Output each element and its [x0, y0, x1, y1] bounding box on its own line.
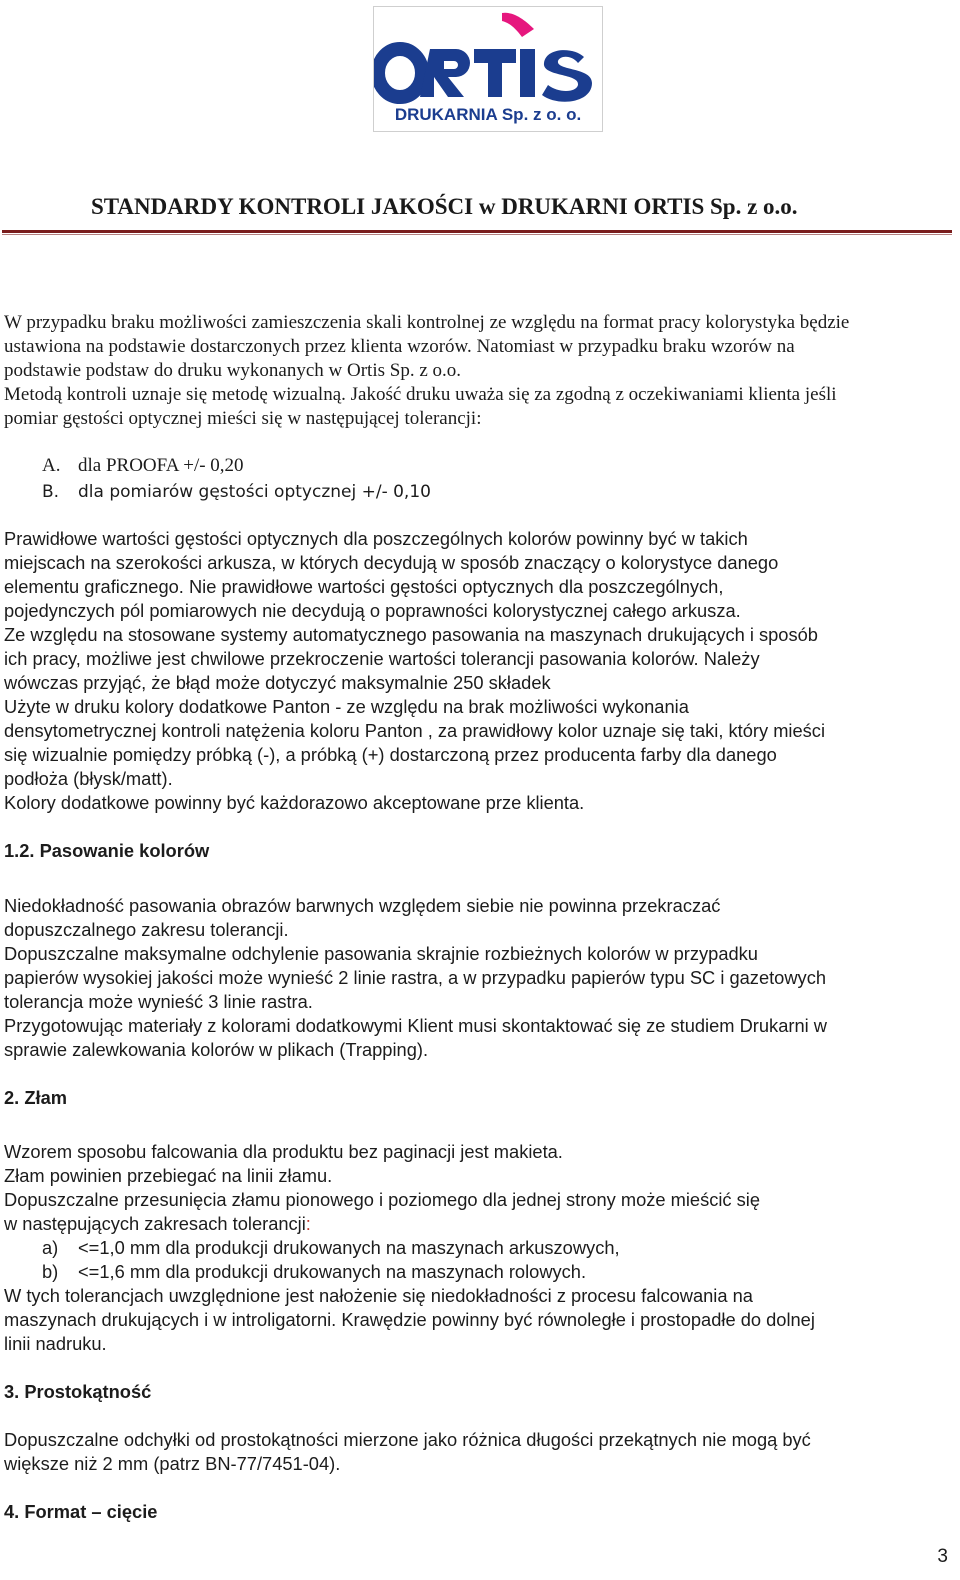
- list-letter: A.: [42, 455, 61, 476]
- intro-line: ustawiona na podstawie dostarczonych przez klienta wzorów. Natomiast w przypadku braku wzorów na: [4, 336, 795, 357]
- paragraph-line: tolerancja może wynieść 3 linie rastra.: [4, 991, 313, 1012]
- paragraph-line: większe niż 2 mm (patrz BN-77/7451-04).: [4, 1453, 341, 1474]
- paragraph-line: Wzorem sposobu falcowania dla produktu bez paginacji jest makieta.: [4, 1141, 563, 1162]
- paragraph-line: dopuszczalnego zakresu tolerancji.: [4, 919, 289, 940]
- fold-paragraph-after: [4, 1284, 815, 1356]
- list-text: dla pomiarów gęstości optycznej +/- 0,10: [78, 482, 431, 502]
- paragraph-line: Użyte w druku kolory dodatkowe Panton - ze względu na brak możliwości wykonania: [4, 696, 689, 717]
- paragraph-line: wówczas przyjąć, że błąd może dotyczyć maksymalnie 250 składek: [4, 672, 551, 693]
- intro-line: Metodą kontroli uznaje się metodę wizualną. Jakość druku uważa się za zgodną z oczekiwaniami klienta jeśli: [4, 384, 837, 405]
- paragraph-line: Przygotowując materiały z kolorami dodatkowymi Klient musi skontaktować się ze studiem Drukarni w: [4, 1015, 827, 1036]
- header-rule-thin: [2, 234, 952, 235]
- page-number: 3: [937, 1546, 948, 1567]
- intro-line: W przypadku braku możliwości zamieszczenia skali kontrolnej ze względu na format pracy kolorystyka będzie: [4, 312, 850, 333]
- fold-tolerance-list: [42, 1236, 620, 1284]
- paragraph-line: Kolory dodatkowe powinny być każdorazowo akceptowane prze klienta.: [4, 792, 585, 813]
- density-paragraph: [4, 527, 825, 815]
- paragraph-line: Dopuszczalne przesunięcia złamu pionowego i poziomego dla jednej strony może mieścić się: [4, 1189, 761, 1210]
- paragraph-line: Dopuszczalne odchyłki od prostokątności mierzone jako różnica długości przekątnych nie mogą być: [4, 1429, 811, 1450]
- paragraph-line: [4, 1212, 760, 1236]
- list-letter: b): [42, 1261, 59, 1282]
- paragraph-line: Ze względu na stosowane systemy automatycznego pasowania na maszynach drukujących i sposób: [4, 624, 818, 645]
- paragraph-line: elementu graficznego. Nie prawidłowe wartości gęstości optycznych dla poszczególnych,: [4, 576, 724, 597]
- paragraph-line: podłoża (błysk/matt).: [4, 768, 173, 789]
- intro-paragraph: [4, 311, 849, 431]
- paragraph-line: miejscach na szerokości arkusza, w których decydują w sposób znaczący o kolorystyce danego: [4, 552, 779, 573]
- section-heading-squareness: 3. Prostokątność: [4, 1381, 152, 1402]
- list-item: [42, 454, 244, 478]
- paragraph-line: Dopuszczalne maksymalne odchylenie pasowania skrajnie rozbieżnych kolorów w przypadku: [4, 943, 758, 964]
- paragraph-line: sprawie zalewkowania kolorów w plikach (Trapping).: [4, 1039, 429, 1060]
- header-rule: [2, 230, 952, 233]
- paragraph-line: papierów wysokiej jakości może wynieść 2 linie rastra, a w przypadku papierów typu SC i gazetowych: [4, 967, 827, 988]
- paragraph-line: Niedokładność pasowania obrazów barwnych względem siebie nie powinna przekraczać: [4, 895, 721, 916]
- list-letter: B.: [42, 482, 60, 502]
- logo-subtitle: DRUKARNIA Sp. z o. o.: [394, 105, 582, 124]
- list-item: [42, 1236, 620, 1260]
- list-letter: a): [42, 1237, 59, 1258]
- paragraph-line: densytometrycznej kontroli natężenia koloru Panton , za prawidłowy kolor uznaje się taki, który mieści: [4, 720, 826, 741]
- section-heading-fold: 2. Złam: [4, 1087, 67, 1108]
- paragraph-line: Prawidłowe wartości gęstości optycznych dla poszczególnych kolorów powinny być w takich: [4, 528, 748, 549]
- tolerance-colon: :: [305, 1213, 311, 1234]
- list-text: <=1,0 mm dla produkcji drukowanych na maszynach arkuszowych,: [78, 1237, 620, 1258]
- list-text: <=1,6 mm dla produkcji drukowanych na maszynach rolowych.: [78, 1261, 587, 1282]
- tolerance-list: [42, 454, 244, 478]
- paragraph-line: Złam powinien przebiegać na linii złamu.: [4, 1165, 333, 1186]
- section-heading-registration: 1.2. Pasowanie kolorów: [4, 840, 210, 861]
- paragraph-line: W tych tolerancjach uwzględnione jest nałożenie się niedokładności z procesu falcowania na: [4, 1285, 753, 1306]
- list-text: dla PROOFA +/- 0,20: [78, 455, 244, 476]
- paragraph-line: pojedynczych pól pomiarowych nie decydują o poprawności kolorystycznej całego arkusza.: [4, 600, 741, 621]
- document-title: STANDARDY KONTROLI JAKOŚCI w DRUKARNI ORTIS Sp. z o.o.: [91, 194, 798, 219]
- intro-line: pomiar gęstości optycznej mieści się w następującej tolerancji:: [4, 408, 482, 429]
- intro-line: podstawie podstaw do druku wykonanych w Ortis Sp. z o.o.: [4, 360, 462, 381]
- registration-paragraph: [4, 894, 827, 1062]
- list-item: [42, 1260, 620, 1284]
- list-item: [42, 480, 431, 504]
- paragraph-line: linii nadruku.: [4, 1333, 107, 1354]
- paragraph-line: ich pracy, możliwe jest chwilowe przekroczenie wartości tolerancji pasowania kolorów. Należy: [4, 648, 760, 669]
- squareness-paragraph: [4, 1428, 811, 1476]
- paragraph-line: się wizualnie pomiędzy próbką (-), a próbką (+) dostarczoną przez producenta farby dla danego: [4, 744, 777, 765]
- fold-paragraph: [4, 1140, 760, 1236]
- tolerance-intro: w następujących zakresach tolerancji: [4, 1213, 306, 1234]
- paragraph-line: maszynach drukujących i w introligatorni. Krawędzie powinny być równoległe i prostopadłe do dolnej: [4, 1309, 815, 1330]
- company-logo: [373, 6, 603, 132]
- section-heading-format: 4. Format – cięcie: [4, 1501, 158, 1522]
